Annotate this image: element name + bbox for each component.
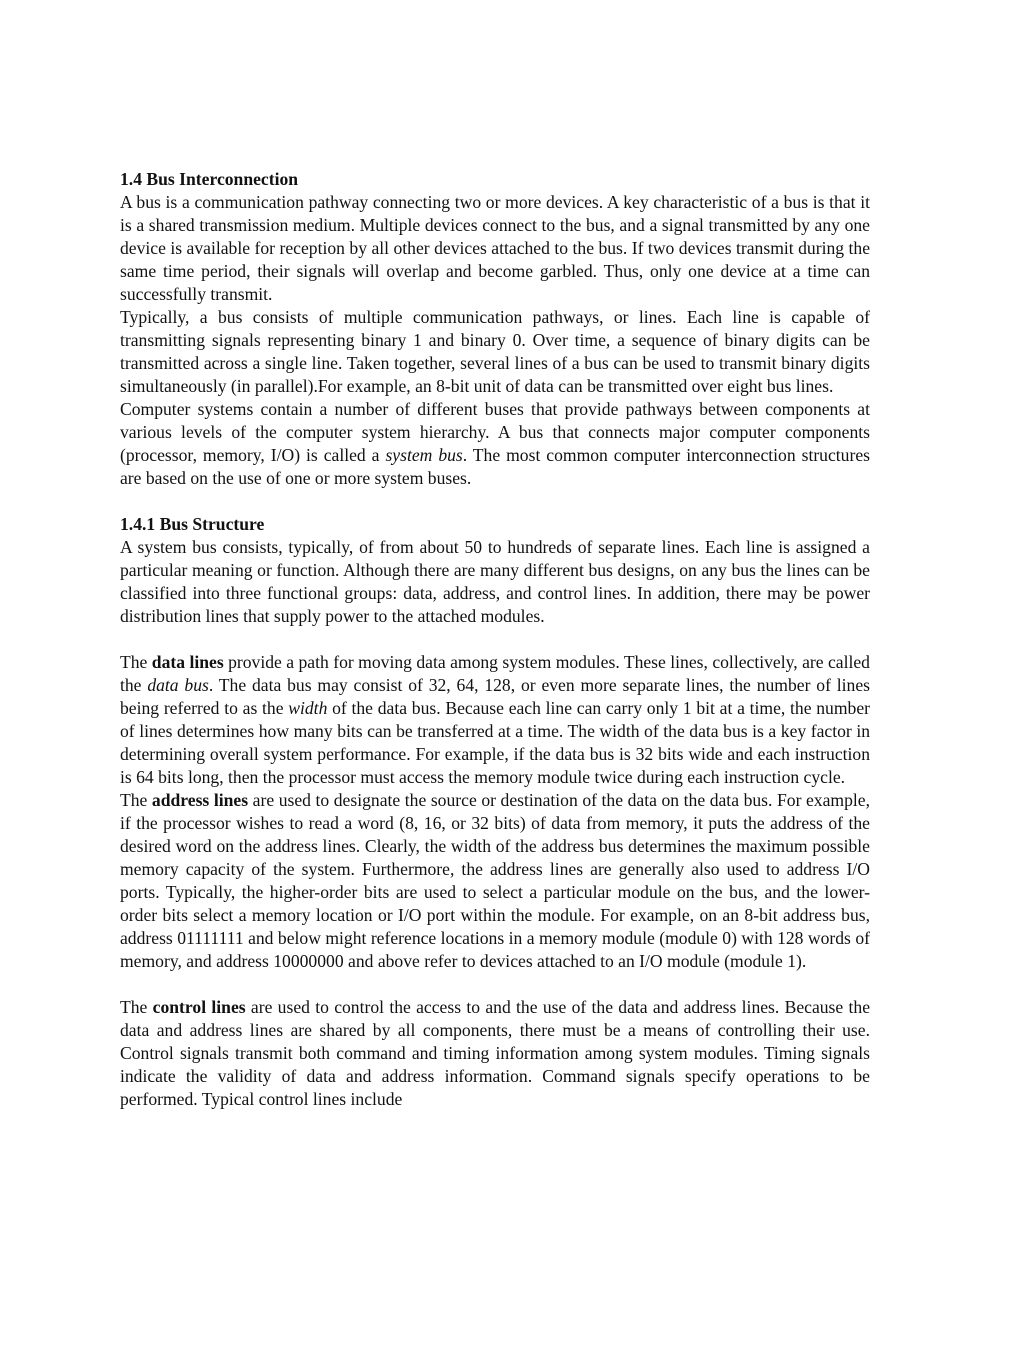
text-run: The	[120, 652, 152, 672]
data-lines-paragraph	[120, 651, 870, 789]
section-paragraph-1: A bus is a communication pathway connecting two or more devices. A key characteristic of a bus is that it is a shared transmission medium. Multiple devices connect to the bus, and a signal transmitted by any one device is available for reception by all other devices attached to the bus. If two devices transmit during the same time period, their signals will overlap and become garbled. Thus, only one device at a time can successfully transmit.	[120, 192, 870, 304]
term-data-bus: data bus	[147, 675, 209, 695]
text-run: The	[120, 997, 153, 1017]
subsection-paragraph-1: A system bus consists, typically, of from about 50 to hundreds of separate lines. Each line is assigned a particular meaning or function. Although there are many different bus designs, on any bus the lines can be classified into three functional groups: data, address, and control lines. In addition, there may be power distribution lines that supply power to the attached modules.	[120, 537, 870, 626]
section-paragraph-2: Typically, a bus consists of multiple communication pathways, or lines. Each line is capable of transmitting signals representing binary 1 and binary 0. Over time, a sequence of binary digits can be transmitted across a single line. Taken together, several lines of a bus can be used to transmit binary digits simultaneously (in parallel).For example, an 8-bit unit of data can be transmitted over eight bus lines.	[120, 307, 870, 396]
text-run: are used to control the access to and the use of the data and address lines. Because the data and address lines are shared by all components, there must be a means of controlling their use. Control signals transmit both command and timing information among system modules. Timing signals indicate the validity of data and address information. Command signals specify operations to be performed. Typical control lines include	[120, 997, 870, 1109]
control-lines-paragraph	[120, 996, 870, 1111]
paragraph-gap	[120, 490, 870, 513]
text-run: The	[120, 790, 152, 810]
text-run: . The most common computer interconnection structures are based on the use of one or more system buses.	[120, 445, 870, 488]
document-page	[120, 168, 870, 1111]
section-heading: 1.4 Bus Interconnection	[120, 169, 299, 189]
term-control-lines: control lines	[152, 997, 246, 1017]
paragraph-gap	[120, 628, 870, 651]
text-run: are used to designate the source or destination of the data on the data bus. For example, if the processor wishes to read a word (8, 16, or 32 bits) of data from memory, it puts the address of the desired word on the address lines. Clearly, the width of the address bus determines the maximum possible memory capacity of the system. Furthermore, the address lines are generally also used to address I/O ports. Typically, the higher-order bits are used to select a particular module on the bus, and the lower-order bits select a memory location or I/O port within the module. For example, on an 8-bit address bus, address 01111111 and below might reference locations in a memory module (module 0) with 128 words of memory, and address 10000000 and above refer to devices attached to an I/O module (module 1).	[120, 790, 870, 971]
paragraph-gap	[120, 973, 870, 996]
section-paragraph-3	[120, 398, 870, 490]
text-run: . The data bus may consist of 32, 64, 128, or even more separate lines, the number of lines being referred to as the	[120, 675, 870, 718]
text-run: provide a path for moving data among system modules. These lines, collectively, are called the	[120, 652, 870, 695]
term-address-lines: address lines	[151, 790, 249, 810]
subsection-heading: 1.4.1 Bus Structure	[120, 514, 265, 534]
term-data-lines: data lines	[151, 652, 224, 672]
address-lines-paragraph	[120, 789, 870, 973]
text-run: Computer systems contain a number of different buses that provide pathways between components at various levels of the computer system hierarchy. A bus that connects major computer components (processor, memory, I/O) is called a	[120, 399, 870, 465]
term-width: width	[288, 698, 328, 718]
text-run: of the data bus. Because each line can carry only 1 bit at a time, the number of lines determines how many bits can be transferred at a time. The width of the data bus is a key factor in determining overall system performance. For example, if the data bus is 32 bits wide and each instruction is 64 bits long, then the processor must access the memory module twice during each instruction cycle.	[120, 698, 870, 787]
term-system-bus: system bus	[385, 445, 463, 465]
